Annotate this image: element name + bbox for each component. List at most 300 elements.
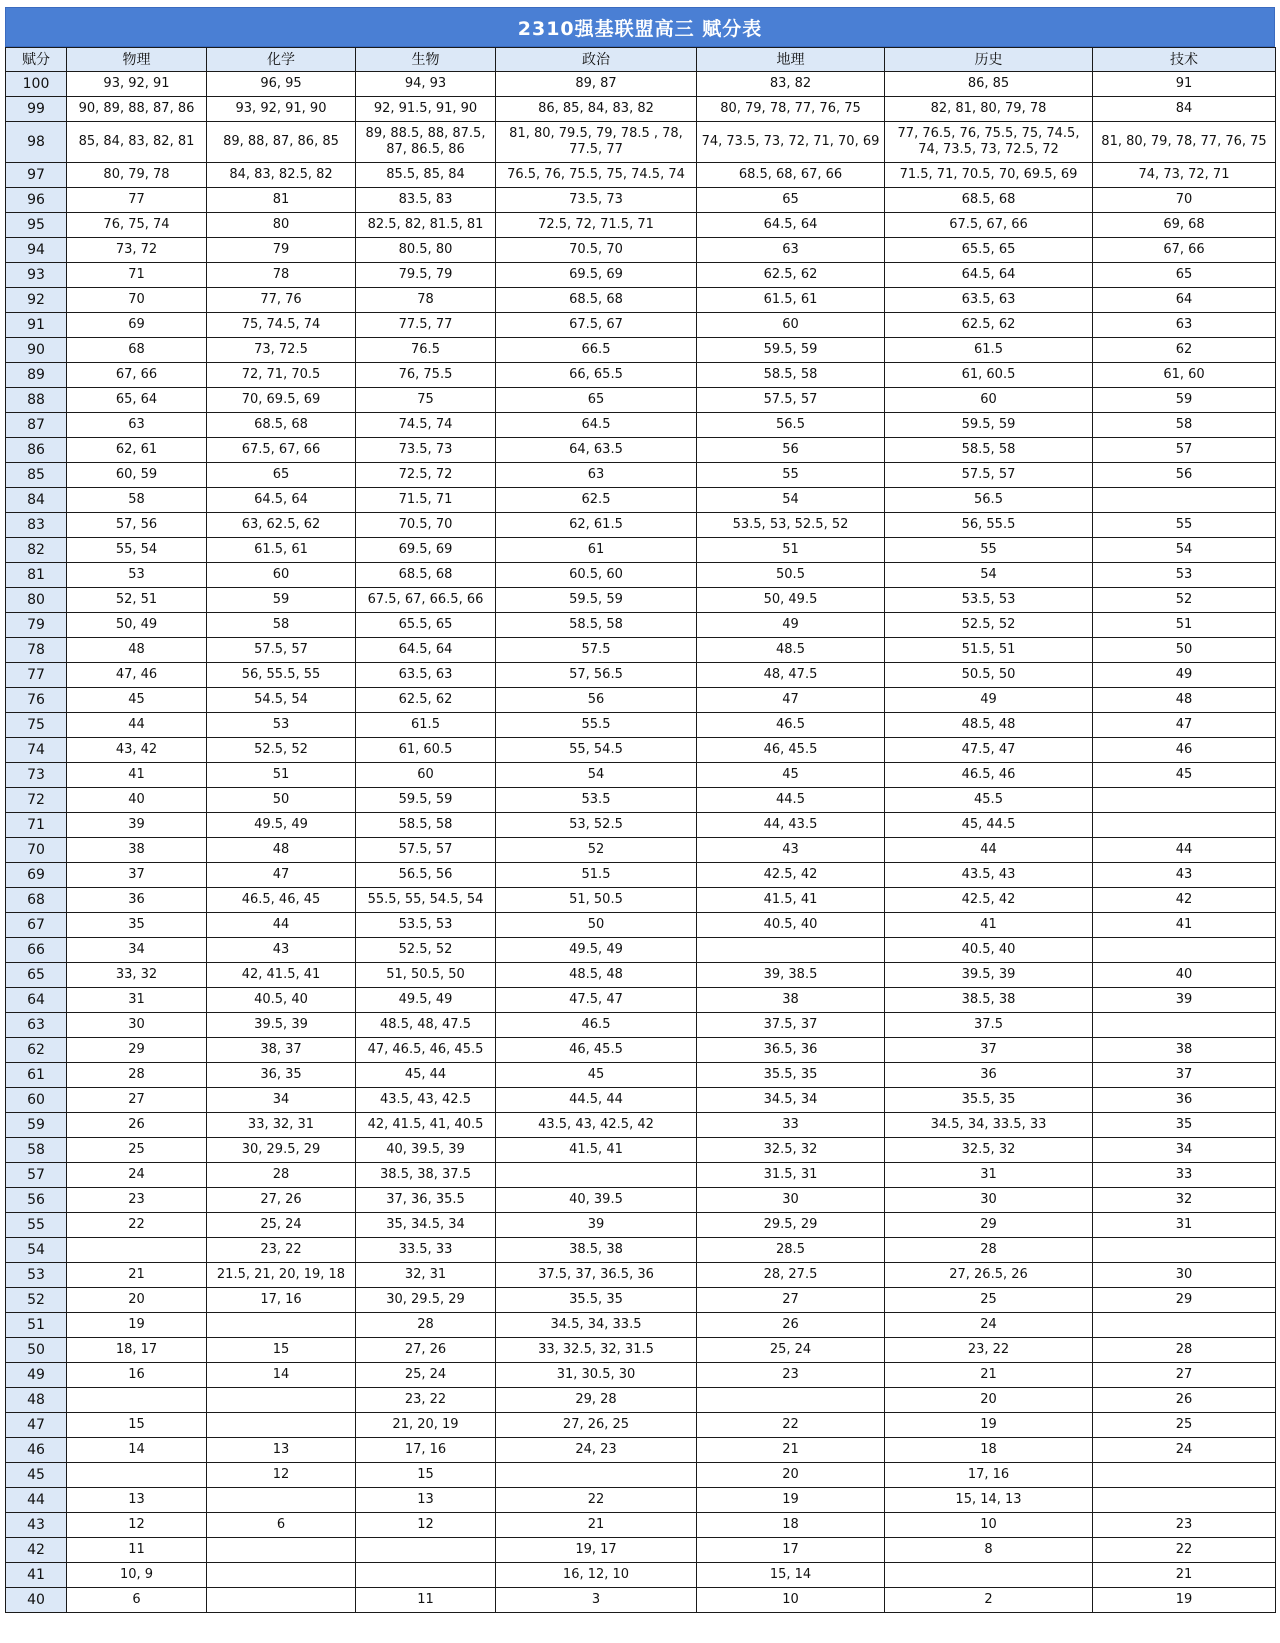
raw-score-cell: 36.5, 36 (697, 1038, 885, 1063)
raw-score-cell: 49.5, 49 (496, 938, 697, 963)
assigned-score-cell: 53 (6, 1263, 67, 1288)
raw-score-cell: 90, 89, 88, 87, 86 (67, 97, 207, 122)
assigned-score-cell: 65 (6, 963, 67, 988)
raw-score-cell: 68.5, 68 (496, 288, 697, 313)
raw-score-cell: 44 (885, 838, 1093, 863)
raw-score-cell (697, 938, 885, 963)
raw-score-cell: 89, 88, 87, 86, 85 (207, 122, 356, 163)
raw-score-cell: 32 (1093, 1188, 1276, 1213)
raw-score-cell: 13 (67, 1488, 207, 1513)
raw-score-cell: 23, 22 (885, 1338, 1093, 1363)
raw-score-cell: 70 (1093, 188, 1276, 213)
column-header: 生物 (356, 48, 496, 72)
raw-score-cell: 61, 60.5 (885, 363, 1093, 388)
raw-score-cell: 16 (67, 1363, 207, 1388)
assigned-score-cell: 55 (6, 1213, 67, 1238)
raw-score-cell: 77 (67, 188, 207, 213)
raw-score-cell: 17, 16 (207, 1288, 356, 1313)
table-row (6, 638, 1276, 663)
raw-score-cell: 28 (356, 1313, 496, 1338)
raw-score-cell: 77.5, 77 (356, 313, 496, 338)
table-row (6, 1163, 1276, 1188)
raw-score-cell: 67.5, 67, 66 (885, 213, 1093, 238)
table-row (6, 363, 1276, 388)
table-row (6, 763, 1276, 788)
assigned-score-cell: 45 (6, 1463, 67, 1488)
raw-score-cell: 56, 55.5 (885, 513, 1093, 538)
raw-score-cell: 15 (67, 1413, 207, 1438)
raw-score-cell: 29 (1093, 1288, 1276, 1313)
raw-score-cell: 34 (67, 938, 207, 963)
assigned-score-cell: 80 (6, 588, 67, 613)
table-row (6, 238, 1276, 263)
raw-score-cell: 25 (1093, 1413, 1276, 1438)
raw-score-cell: 72.5, 72 (356, 463, 496, 488)
raw-score-cell: 64.5, 64 (885, 263, 1093, 288)
assigned-score-cell: 82 (6, 538, 67, 563)
raw-score-cell (207, 1538, 356, 1563)
raw-score-cell: 6 (207, 1513, 356, 1538)
raw-score-cell: 34.5, 34 (697, 1088, 885, 1113)
raw-score-cell: 11 (356, 1588, 496, 1613)
assigned-score-cell: 96 (6, 188, 67, 213)
raw-score-cell: 65 (496, 388, 697, 413)
column-header: 地理 (697, 48, 885, 72)
raw-score-cell: 21, 20, 19 (356, 1413, 496, 1438)
raw-score-cell: 40, 39.5, 39 (356, 1138, 496, 1163)
raw-score-cell: 23 (67, 1188, 207, 1213)
score-conversion-table (5, 47, 1276, 1613)
raw-score-cell: 37 (1093, 1063, 1276, 1088)
raw-score-cell: 45, 44.5 (885, 813, 1093, 838)
raw-score-cell: 62 (1093, 338, 1276, 363)
raw-score-cell: 13 (207, 1438, 356, 1463)
raw-score-cell: 76.5, 76, 75.5, 75, 74.5, 74 (496, 163, 697, 188)
raw-score-cell: 55 (697, 463, 885, 488)
raw-score-cell: 24 (1093, 1438, 1276, 1463)
raw-score-cell: 68.5, 68 (356, 563, 496, 588)
raw-score-cell: 28 (207, 1163, 356, 1188)
raw-score-cell: 28.5 (697, 1238, 885, 1263)
table-row (6, 1563, 1276, 1588)
raw-score-cell: 55 (1093, 513, 1276, 538)
raw-score-cell: 58 (1093, 413, 1276, 438)
table-row (6, 1063, 1276, 1088)
raw-score-cell: 77, 76.5, 76, 75.5, 75, 74.5, 74, 73.5, 73, 72.5, 72 (885, 122, 1093, 163)
raw-score-cell: 68 (67, 338, 207, 363)
assigned-score-cell: 86 (6, 438, 67, 463)
assigned-score-cell: 83 (6, 513, 67, 538)
raw-score-cell: 43.5, 43, 42.5 (356, 1088, 496, 1113)
table-row (6, 1338, 1276, 1363)
assigned-score-cell: 91 (6, 313, 67, 338)
raw-score-cell: 25, 24 (356, 1363, 496, 1388)
raw-score-cell (697, 1388, 885, 1413)
raw-score-cell: 64.5, 64 (207, 488, 356, 513)
raw-score-cell: 45.5 (885, 788, 1093, 813)
raw-score-cell: 56 (697, 438, 885, 463)
raw-score-cell: 27, 26 (207, 1188, 356, 1213)
raw-score-cell: 75, 74.5, 74 (207, 313, 356, 338)
raw-score-cell: 28 (885, 1238, 1093, 1263)
raw-score-cell: 43, 42 (67, 738, 207, 763)
raw-score-cell: 62.5, 62 (356, 688, 496, 713)
raw-score-cell: 44 (67, 713, 207, 738)
column-header: 赋分 (6, 48, 67, 72)
table-row (6, 863, 1276, 888)
raw-score-cell: 71.5, 71, 70.5, 70, 69.5, 69 (885, 163, 1093, 188)
raw-score-cell: 42.5, 42 (885, 888, 1093, 913)
table-row (6, 913, 1276, 938)
raw-score-cell: 50.5 (697, 563, 885, 588)
raw-score-cell: 73, 72 (67, 238, 207, 263)
raw-score-cell: 50, 49.5 (697, 588, 885, 613)
raw-score-cell: 59.5, 59 (496, 588, 697, 613)
raw-score-cell: 20 (67, 1288, 207, 1313)
table-row (6, 488, 1276, 513)
raw-score-cell: 34.5, 34, 33.5, 33 (885, 1113, 1093, 1138)
table-row (6, 388, 1276, 413)
raw-score-cell: 35 (1093, 1113, 1276, 1138)
raw-score-cell: 37.5 (885, 1013, 1093, 1038)
raw-score-cell: 38 (67, 838, 207, 863)
raw-score-cell: 67, 66 (1093, 238, 1276, 263)
assigned-score-cell: 54 (6, 1238, 67, 1263)
raw-score-cell: 37 (67, 863, 207, 888)
table-row (6, 1513, 1276, 1538)
column-header: 政治 (496, 48, 697, 72)
raw-score-cell: 50, 49 (67, 613, 207, 638)
raw-score-cell: 8 (885, 1538, 1093, 1563)
raw-score-cell: 30 (697, 1188, 885, 1213)
raw-score-cell: 55.5, 55, 54.5, 54 (356, 888, 496, 913)
raw-score-cell: 46, 45.5 (697, 738, 885, 763)
raw-score-cell: 13 (356, 1488, 496, 1513)
assigned-score-cell: 78 (6, 638, 67, 663)
assigned-score-cell: 99 (6, 97, 67, 122)
raw-score-cell: 28, 27.5 (697, 1263, 885, 1288)
raw-score-cell: 52.5, 52 (207, 738, 356, 763)
raw-score-cell: 57, 56.5 (496, 663, 697, 688)
raw-score-cell: 60, 59 (67, 463, 207, 488)
assigned-score-cell: 63 (6, 1013, 67, 1038)
assigned-score-cell: 52 (6, 1288, 67, 1313)
raw-score-cell: 27 (697, 1288, 885, 1313)
raw-score-cell: 49 (697, 613, 885, 638)
raw-score-cell: 37.5, 37 (697, 1013, 885, 1038)
raw-score-cell: 50 (207, 788, 356, 813)
raw-score-cell: 32, 31 (356, 1263, 496, 1288)
raw-score-cell: 30, 29.5, 29 (356, 1288, 496, 1313)
column-header: 技术 (1093, 48, 1276, 72)
raw-score-cell: 39, 38.5 (697, 963, 885, 988)
raw-score-cell: 55, 54 (67, 538, 207, 563)
raw-score-cell: 55, 54.5 (496, 738, 697, 763)
raw-score-cell: 65.5, 65 (885, 238, 1093, 263)
raw-score-cell: 53, 52.5 (496, 813, 697, 838)
table-row (6, 738, 1276, 763)
raw-score-cell: 49.5, 49 (207, 813, 356, 838)
assigned-score-cell: 59 (6, 1113, 67, 1138)
raw-score-cell: 29, 28 (496, 1388, 697, 1413)
raw-score-cell (885, 1563, 1093, 1588)
assigned-score-cell: 46 (6, 1438, 67, 1463)
table-row (6, 563, 1276, 588)
raw-score-cell: 63 (697, 238, 885, 263)
raw-score-cell: 31 (67, 988, 207, 1013)
raw-score-cell: 47, 46 (67, 663, 207, 688)
raw-score-cell: 48.5 (697, 638, 885, 663)
assigned-score-cell: 77 (6, 663, 67, 688)
table-row (6, 963, 1276, 988)
raw-score-cell: 39 (67, 813, 207, 838)
raw-score-cell: 59.5, 59 (885, 413, 1093, 438)
table-row (6, 838, 1276, 863)
assigned-score-cell: 68 (6, 888, 67, 913)
raw-score-cell: 52, 51 (67, 588, 207, 613)
raw-score-cell: 41 (885, 913, 1093, 938)
raw-score-cell: 53.5 (496, 788, 697, 813)
raw-score-cell: 27, 26, 25 (496, 1413, 697, 1438)
raw-score-cell: 24, 23 (496, 1438, 697, 1463)
table-row (6, 713, 1276, 738)
raw-score-cell: 65 (697, 188, 885, 213)
raw-score-cell: 64.5, 64 (356, 638, 496, 663)
raw-score-cell: 48.5, 48, 47.5 (356, 1013, 496, 1038)
table-row (6, 72, 1276, 97)
column-header: 物理 (67, 48, 207, 72)
raw-score-cell: 48 (67, 638, 207, 663)
raw-score-cell: 58.5, 58 (496, 613, 697, 638)
raw-score-cell: 61, 60.5 (356, 738, 496, 763)
column-header: 历史 (885, 48, 1093, 72)
raw-score-cell: 63, 62.5, 62 (207, 513, 356, 538)
raw-score-cell: 83.5, 83 (356, 188, 496, 213)
score-sheet (5, 7, 1275, 1613)
raw-score-cell: 35.5, 35 (885, 1088, 1093, 1113)
raw-score-cell: 53.5, 53, 52.5, 52 (697, 513, 885, 538)
raw-score-cell: 64, 63.5 (496, 438, 697, 463)
raw-score-cell: 51.5 (496, 863, 697, 888)
raw-score-cell: 72.5, 72, 71.5, 71 (496, 213, 697, 238)
raw-score-cell: 38 (1093, 1038, 1276, 1063)
raw-score-cell: 25 (67, 1138, 207, 1163)
raw-score-cell: 82, 81, 80, 79, 78 (885, 97, 1093, 122)
raw-score-cell: 61.5, 61 (207, 538, 356, 563)
raw-score-cell: 45 (697, 763, 885, 788)
raw-score-cell: 54 (697, 488, 885, 513)
raw-score-cell: 29 (885, 1213, 1093, 1238)
raw-score-cell: 78 (207, 263, 356, 288)
table-row (6, 213, 1276, 238)
table-row (6, 1538, 1276, 1563)
assigned-score-cell: 97 (6, 163, 67, 188)
raw-score-cell: 56 (1093, 463, 1276, 488)
raw-score-cell: 89, 87 (496, 72, 697, 97)
raw-score-cell: 57.5, 57 (697, 388, 885, 413)
raw-score-cell: 49 (1093, 663, 1276, 688)
raw-score-cell: 61.5 (885, 338, 1093, 363)
raw-score-cell: 32.5, 32 (885, 1138, 1093, 1163)
table-row (6, 313, 1276, 338)
raw-score-cell: 82.5, 82, 81.5, 81 (356, 213, 496, 238)
table-row (6, 1488, 1276, 1513)
assigned-score-cell: 88 (6, 388, 67, 413)
raw-score-cell: 15, 14 (697, 1563, 885, 1588)
raw-score-cell: 86, 85 (885, 72, 1093, 97)
raw-score-cell: 48.5, 48 (885, 713, 1093, 738)
raw-score-cell: 43.5, 43, 42.5, 42 (496, 1113, 697, 1138)
raw-score-cell: 14 (207, 1363, 356, 1388)
assigned-score-cell: 89 (6, 363, 67, 388)
table-row (6, 1088, 1276, 1113)
raw-score-cell: 57.5 (496, 638, 697, 663)
raw-score-cell (1093, 1313, 1276, 1338)
raw-score-cell: 46.5, 46, 45 (207, 888, 356, 913)
table-row (6, 1138, 1276, 1163)
raw-score-cell: 48 (1093, 688, 1276, 713)
raw-score-cell: 28 (1093, 1338, 1276, 1363)
raw-score-cell: 43 (697, 838, 885, 863)
raw-score-cell: 48, 47.5 (697, 663, 885, 688)
table-row (6, 438, 1276, 463)
raw-score-cell (1093, 1013, 1276, 1038)
raw-score-cell: 46, 45.5 (496, 1038, 697, 1063)
assigned-score-cell: 42 (6, 1538, 67, 1563)
raw-score-cell: 76, 75.5 (356, 363, 496, 388)
raw-score-cell: 22 (697, 1413, 885, 1438)
assigned-score-cell: 75 (6, 713, 67, 738)
raw-score-cell (207, 1563, 356, 1588)
raw-score-cell: 47 (697, 688, 885, 713)
raw-score-cell: 89, 88.5, 88, 87.5, 87, 86.5, 86 (356, 122, 496, 163)
raw-score-cell: 21.5, 21, 20, 19, 18 (207, 1263, 356, 1288)
raw-score-cell: 81, 80, 79, 78, 77, 76, 75 (1093, 122, 1276, 163)
raw-score-cell: 3 (496, 1588, 697, 1613)
raw-score-cell: 6 (67, 1588, 207, 1613)
raw-score-cell (207, 1313, 356, 1338)
raw-score-cell: 61.5, 61 (697, 288, 885, 313)
raw-score-cell: 74, 73, 72, 71 (1093, 163, 1276, 188)
raw-score-cell: 56.5, 56 (356, 863, 496, 888)
raw-score-cell: 40.5, 40 (697, 913, 885, 938)
raw-score-cell: 21 (1093, 1563, 1276, 1588)
raw-score-cell: 40 (67, 788, 207, 813)
table-body (6, 72, 1276, 1613)
raw-score-cell: 37.5, 37, 36.5, 36 (496, 1263, 697, 1288)
table-row (6, 1313, 1276, 1338)
raw-score-cell: 19 (697, 1488, 885, 1513)
raw-score-cell: 26 (67, 1113, 207, 1138)
raw-score-cell: 58 (67, 488, 207, 513)
raw-score-cell: 96, 95 (207, 72, 356, 97)
raw-score-cell: 31 (1093, 1213, 1276, 1238)
header-row (6, 48, 1276, 72)
raw-score-cell: 19 (885, 1413, 1093, 1438)
table-row (6, 1238, 1276, 1263)
raw-score-cell: 57.5, 57 (885, 463, 1093, 488)
raw-score-cell: 80 (207, 213, 356, 238)
raw-score-cell: 59 (207, 588, 356, 613)
raw-score-cell: 51 (1093, 613, 1276, 638)
raw-score-cell: 36 (1093, 1088, 1276, 1113)
assigned-score-cell: 69 (6, 863, 67, 888)
table-row (6, 188, 1276, 213)
assigned-score-cell: 95 (6, 213, 67, 238)
raw-score-cell: 47.5, 47 (885, 738, 1093, 763)
assigned-score-cell: 93 (6, 263, 67, 288)
raw-score-cell: 83, 82 (697, 72, 885, 97)
raw-score-cell: 62, 61 (67, 438, 207, 463)
raw-score-cell: 70, 69.5, 69 (207, 388, 356, 413)
raw-score-cell: 30 (885, 1188, 1093, 1213)
raw-score-cell: 51, 50.5 (496, 888, 697, 913)
assigned-score-cell: 72 (6, 788, 67, 813)
raw-score-cell: 23, 22 (207, 1238, 356, 1263)
raw-score-cell: 58.5, 58 (885, 438, 1093, 463)
table-row (6, 288, 1276, 313)
table-row (6, 1013, 1276, 1038)
raw-score-cell: 44, 43.5 (697, 813, 885, 838)
raw-score-cell: 21 (496, 1513, 697, 1538)
raw-score-cell: 44 (207, 913, 356, 938)
raw-score-cell: 45 (67, 688, 207, 713)
raw-score-cell: 24 (885, 1313, 1093, 1338)
assigned-score-cell: 100 (6, 72, 67, 97)
table-title: 2310强基联盟高三 赋分表 (5, 7, 1275, 47)
raw-score-cell: 68.5, 68, 67, 66 (697, 163, 885, 188)
raw-score-cell: 19 (67, 1313, 207, 1338)
raw-score-cell: 34 (1093, 1138, 1276, 1163)
raw-score-cell: 55 (885, 538, 1093, 563)
raw-score-cell: 46.5 (496, 1013, 697, 1038)
raw-score-cell: 63 (496, 463, 697, 488)
raw-score-cell: 11 (67, 1538, 207, 1563)
raw-score-cell: 70.5, 70 (496, 238, 697, 263)
raw-score-cell: 15, 14, 13 (885, 1488, 1093, 1513)
raw-score-cell: 58.5, 58 (356, 813, 496, 838)
table-row (6, 988, 1276, 1013)
raw-score-cell: 80, 79, 78, 77, 76, 75 (697, 97, 885, 122)
raw-score-cell: 17, 16 (356, 1438, 496, 1463)
raw-score-cell: 44.5, 44 (496, 1088, 697, 1113)
raw-score-cell: 42 (1093, 888, 1276, 913)
raw-score-cell: 21 (697, 1438, 885, 1463)
assigned-score-cell: 64 (6, 988, 67, 1013)
assigned-score-cell: 90 (6, 338, 67, 363)
raw-score-cell: 50 (496, 913, 697, 938)
raw-score-cell: 12 (356, 1513, 496, 1538)
raw-score-cell: 38.5, 38 (496, 1238, 697, 1263)
raw-score-cell (356, 1563, 496, 1588)
assigned-score-cell: 58 (6, 1138, 67, 1163)
raw-score-cell: 19 (1093, 1588, 1276, 1613)
raw-score-cell (1093, 1463, 1276, 1488)
raw-score-cell: 69.5, 69 (356, 538, 496, 563)
raw-score-cell: 26 (697, 1313, 885, 1338)
raw-score-cell: 51, 50.5, 50 (356, 963, 496, 988)
table-row (6, 413, 1276, 438)
raw-score-cell: 52 (496, 838, 697, 863)
raw-score-cell: 21 (885, 1363, 1093, 1388)
raw-score-cell: 51 (697, 538, 885, 563)
raw-score-cell: 20 (885, 1388, 1093, 1413)
raw-score-cell: 20 (697, 1463, 885, 1488)
table-row (6, 688, 1276, 713)
table-row (6, 1388, 1276, 1413)
raw-score-cell: 27, 26.5, 26 (885, 1263, 1093, 1288)
raw-score-cell: 33.5, 33 (356, 1238, 496, 1263)
